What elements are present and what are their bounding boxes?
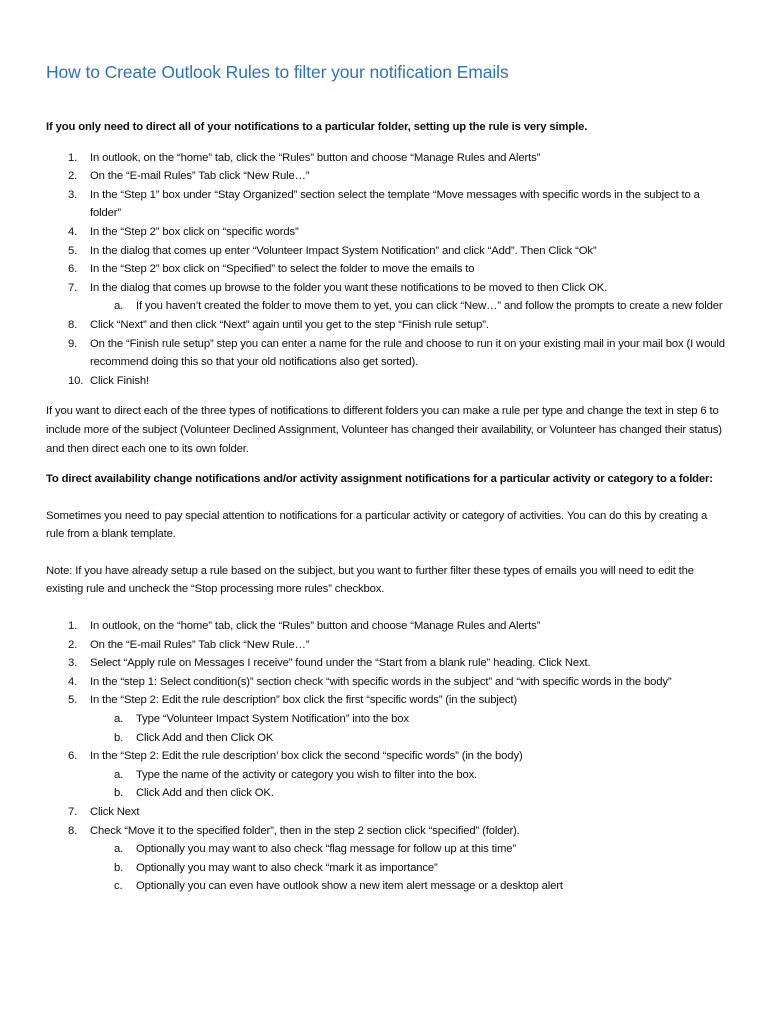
sub-list-item-text: Optionally you may want to also check “flag message for follow up at this time” — [136, 843, 516, 856]
list-item — [46, 747, 728, 766]
sub-list-item-text: Optionally you can even have outlook show a new item alert message or a desktop alert — [136, 880, 563, 893]
intro-paragraph: If you only need to direct all of your notifications to a particular folder, setting up the rule is very simple. — [46, 121, 588, 133]
sub-list-item-letter: b. — [114, 731, 124, 744]
sub-list-item-letter: a. — [114, 300, 124, 313]
blank-template-paragraph: Sometimes you need to pay special attention to notifications for a particular activity or category of activities. You can do this by creating a rule from a blank template. — [46, 509, 708, 541]
list-item-text: On the “Finish rule setup” step you can enter a name for the rule and choose to run it on your existing mail in your mail box (I would recommend doing this so that your old notifications also get sorted). — [90, 337, 725, 369]
steps-list-2 — [46, 617, 728, 896]
sub-list-item-letter: b. — [114, 787, 124, 800]
sub-list-item — [46, 297, 728, 316]
list-item-number: 1. — [68, 620, 78, 633]
list-item-text: On the “E-mail Rules” Tab click “New Rule…” — [90, 170, 310, 183]
list-item-number: 3. — [68, 188, 78, 201]
list-item-number: 8. — [68, 318, 78, 331]
list-item-text: In the “Step 2: Edit the rule description’ box click the second “specific words” (in the body) — [90, 750, 523, 763]
list-item — [46, 691, 728, 710]
list-item-text: In the dialog that comes up enter “Volunteer Impact System Notification” and click “Add”. Then Click “Ok” — [90, 244, 597, 257]
list-item-number: 9. — [68, 337, 78, 350]
list-item — [46, 673, 728, 692]
list-item-text: In the “step 1: Select condition(s)” section check “with specific words in the subject” and “with specific words in the body” — [90, 675, 672, 688]
list-item-number: 2. — [68, 170, 78, 183]
list-item-number: 4. — [68, 675, 78, 688]
list-item — [46, 316, 728, 335]
sub-list-item-letter: b. — [114, 861, 124, 874]
sub-list-item-letter: c. — [114, 880, 123, 893]
list-item-text: On the “E-mail Rules” Tab click “New Rule…” — [90, 638, 310, 651]
list-item — [46, 279, 728, 298]
list-item — [46, 654, 728, 673]
sub-list-item-text: Click Add and then Click OK — [136, 731, 274, 744]
list-item-number: 7. — [68, 806, 78, 818]
list-item — [46, 335, 728, 372]
list-item-number: 6. — [68, 263, 78, 276]
list-item-text: In outlook, on the “home” tab, click the “Rules” button and choose “Manage Rules and Alerts” — [90, 620, 541, 633]
sub-list-item — [46, 710, 728, 729]
list-item-text: Select “Apply rule on Messages I receive” found under the “Start from a blank rule” heading. Click Next. — [90, 657, 591, 670]
list-item-number: 5. — [68, 694, 78, 707]
sub-list-item-text: Click Add and then click OK. — [136, 787, 274, 800]
list-item-number: 1. — [68, 151, 78, 164]
document-body — [46, 118, 728, 896]
list-item — [46, 372, 728, 391]
list-item-number: 10. — [68, 374, 84, 387]
sub-list-item-text: If you haven’t created the folder to move them to yet, you can click “New…” and follow the prompts to create a new folder — [136, 300, 723, 313]
list-item-number: 4. — [68, 225, 78, 238]
sub-list-item — [46, 840, 728, 859]
list-item — [46, 617, 728, 636]
list-item-text: In the “Step 2: Edit the rule description” box click the first “specific words” (in the subject) — [90, 694, 517, 707]
list-item-text: Check “Move it to the specified folder”, then in the step 2 section click “specified” (folder). — [90, 824, 520, 837]
list-item-number: 8. — [68, 824, 78, 837]
sub-list-item-letter: a. — [114, 843, 124, 856]
sub-list-item — [46, 766, 728, 785]
list-item — [46, 223, 728, 242]
section-heading: To direct availability change notifications and/or activity assignment notifications for a particular activity or category to a folder: — [46, 473, 713, 486]
sub-list-item — [46, 877, 728, 896]
list-item — [46, 803, 728, 822]
sub-list-item-letter: a. — [114, 713, 124, 726]
sub-list-item-text: Optionally you may want to also check “mark it as importance” — [136, 861, 438, 874]
list-item — [46, 149, 728, 168]
document-title: How to Create Outlook Rules to filter your notification Emails — [46, 62, 509, 82]
sub-list-item — [46, 784, 728, 803]
list-item-text: Click “Next” and then click “Next” again until you get to the step “Finish rule setup”. — [90, 318, 489, 331]
sub-list-item — [46, 859, 728, 878]
list-item-number: 7. — [68, 281, 78, 294]
note-paragraph: Note: If you have already setup a rule based on the subject, but you want to further filter these types of emails you will need to edit the existing rule and uncheck the “Stop processing more rules” checkbox. — [46, 564, 694, 596]
list-item-text: Click Finish! — [90, 374, 149, 387]
list-item-text: In the “Step 2” box click on “specific words” — [90, 225, 299, 238]
list-item-text: Click Next — [90, 806, 140, 818]
list-item-number: 3. — [68, 657, 78, 670]
list-item-text: In outlook, on the “home” tab, click the “Rules” button and choose “Manage Rules and Alerts” — [90, 151, 541, 164]
sub-list-item-text: Type the name of the activity or category you wish to filter into the box. — [136, 768, 478, 781]
list-item-text: In the dialog that comes up browse to the folder you want these notifications to be moved to then Click OK. — [90, 281, 608, 294]
list-item-text: In the “Step 2” box click on “Specified” to select the folder to move the emails to — [90, 263, 475, 276]
sub-list-item-letter: a. — [114, 768, 124, 781]
list-item — [46, 186, 728, 223]
list-item — [46, 242, 728, 261]
list-item-number: 2. — [68, 638, 78, 651]
sub-list-item — [46, 729, 728, 748]
list-item — [46, 822, 728, 841]
list-item — [46, 167, 728, 186]
sub-list-item-text: Type “Volunteer Impact System Notification” into the box — [136, 713, 409, 726]
steps-list-1 — [46, 149, 728, 391]
list-item-number: 6. — [68, 750, 78, 763]
list-item — [46, 260, 728, 279]
list-item — [46, 636, 728, 655]
list-item-text: In the “Step 1” box under “Stay Organized” section select the template “Move messages with specific words in the subject to a folder” — [90, 188, 700, 220]
list-item-number: 5. — [68, 244, 78, 257]
multi-folder-paragraph: If you want to direct each of the three types of notifications to different folders you can make a rule per type and change the text in step 6 to include more of the subject (Volunteer Declined Assignment, Volunteer has changed their availability, or Volunteer has changed their status) and then direct each one to its own folder. — [46, 405, 722, 455]
